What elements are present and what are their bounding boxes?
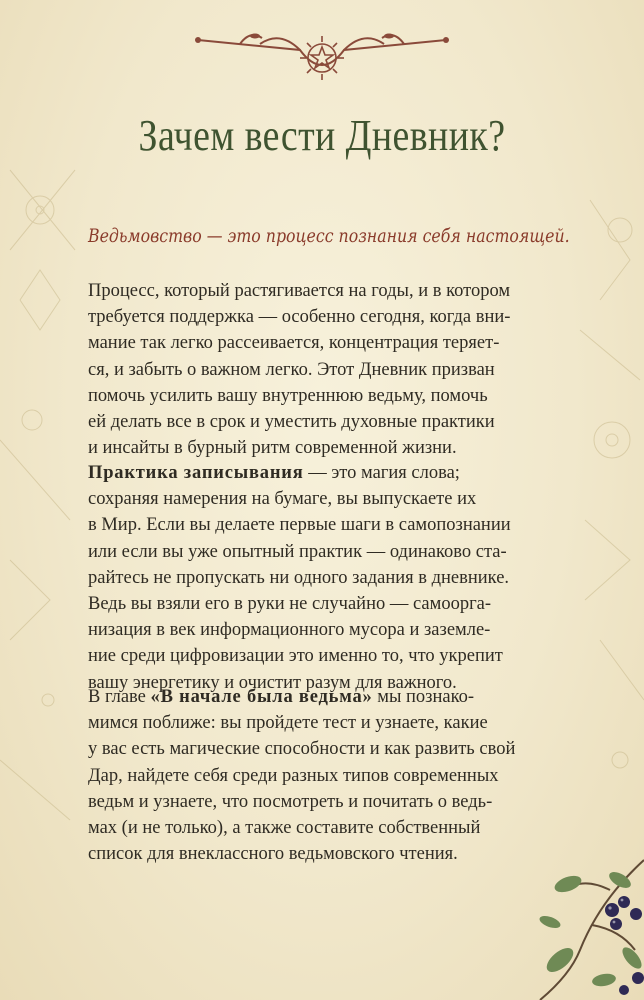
berry-branch-illustration	[520, 840, 644, 1000]
paragraph-line: Дар, найдете себя среди разных типов современных	[88, 765, 499, 786]
paragraph-line: вашу энергетику и очистит разум для важного.	[88, 672, 457, 693]
paragraph-line: и инсайты в бурный ритм современной жизни.	[88, 438, 457, 459]
chapter-title-reference: «В начале была ведьма»	[150, 687, 373, 707]
paragraph-line: Ведь вы взяли его в руки не случайно — самооргa-	[88, 594, 492, 615]
paragraph-line: ведьм и узнаете, что посмотреть и почитать о ведь-	[88, 791, 493, 812]
paragraph-line: сохраняя намерения на бумаге, вы выпускаете их	[88, 489, 477, 510]
paragraph-line	[88, 460, 562, 486]
paragraph-line: помочь усилить вашу внутреннюю ведьму, помочь	[88, 385, 488, 406]
first-line-pre: В главе	[88, 687, 151, 707]
paragraph-2	[88, 460, 562, 696]
paragraph-line: райтесь не пропускать ни одного задания в дневнике.	[88, 567, 510, 588]
paragraph-line: мание так легко рассеивается, концентрация теряет-	[88, 333, 500, 354]
paragraph-line: у вас есть магические способности и как развить свой	[88, 739, 516, 760]
paragraph-line: или если вы уже опытный практик — одинаково ста-	[88, 541, 507, 562]
paragraph-line: требуется поддержка — особенно сегодня, когда вни-	[88, 307, 511, 328]
first-line-rest: — это магия слова;	[303, 463, 460, 483]
paragraph-line: мах (и не только), а также составите собственный	[88, 818, 481, 839]
page-title: Зачем вести Дневник?	[138, 111, 506, 160]
paragraph-3	[88, 684, 562, 867]
top-ornament-divider	[0, 0, 644, 110]
paragraph-line: мимся поближе: вы пройдете тест и узнаете, какие	[88, 713, 488, 734]
paragraph-1	[88, 278, 562, 461]
paragraph-line: ей делать все в срок и уместить духовные практики	[88, 412, 495, 433]
first-line-rest: мы познако-	[372, 687, 475, 707]
paragraph-line: список для внеклассного ведьмовского чтения.	[88, 844, 458, 865]
bold-lead-term: Практика записывания	[88, 463, 304, 483]
paragraph-line: ние среди цифровизации это именно то, что укрепит	[88, 646, 503, 667]
paragraph-line: в Мир. Если вы делаете первые шаги в самопознании	[88, 515, 511, 536]
paragraph-line: низация в век информационного мусора и заземле-	[88, 620, 491, 641]
paragraph-line: Процесс, который растягивается на годы, и в котором	[88, 281, 511, 301]
page-subtitle: Ведьмовство — это процесс познания себя настоящей.	[88, 225, 570, 247]
paragraph-line	[88, 684, 562, 710]
paragraph-line: ся, и забыть о важном легко. Этот Дневник призван	[88, 359, 495, 380]
